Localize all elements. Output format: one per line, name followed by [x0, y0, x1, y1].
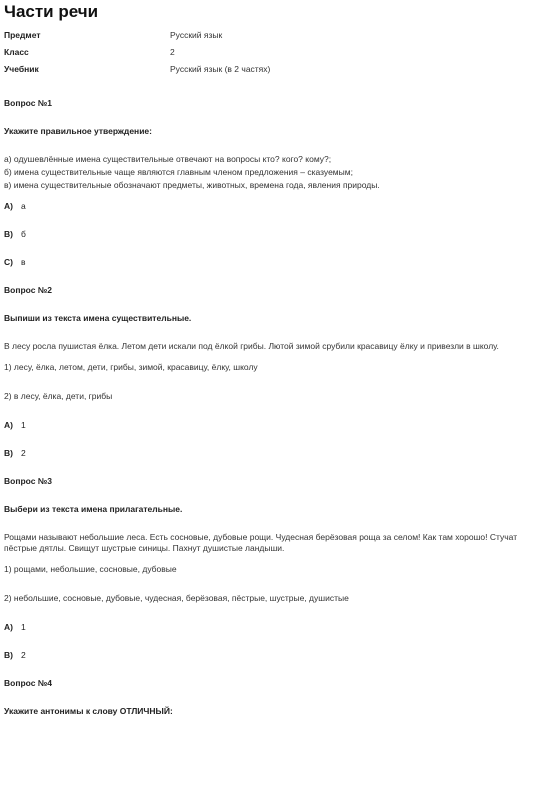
- answer-option[interactable]: [0, 650, 540, 661]
- questions-list: [0, 98, 540, 734]
- numbered-option: 2) небольшие, сосновые, дубовые, чудесная, берёзовая, пёстрые, шустрые, душистые: [4, 593, 349, 603]
- question-block: [0, 678, 540, 717]
- question-prompt: Выпиши из текста имена существительные.: [4, 313, 192, 323]
- numbered-option: 1) лесу, ёлка, летом, дети, грибы, зимой, красавицу, ёлку, школу: [4, 362, 258, 372]
- answer-key: С): [4, 257, 13, 267]
- numbered-option: 1) рощами, небольшие, сосновые, дубовые: [4, 564, 177, 574]
- meta-row-subject: [4, 26, 270, 43]
- answer-option[interactable]: [0, 257, 540, 268]
- question-header: Вопрос №4: [4, 678, 53, 688]
- answer-key: А): [4, 622, 13, 632]
- answer-key: А): [4, 201, 13, 211]
- question-header: Вопрос №1: [4, 98, 53, 108]
- meta-value: 2: [170, 46, 175, 57]
- answer-key: В): [4, 650, 13, 660]
- answer-text: а: [20, 201, 26, 211]
- answer-option[interactable]: [0, 201, 540, 212]
- answer-text: 2: [20, 650, 26, 660]
- answer-key: А): [4, 420, 13, 430]
- answer-text: 2: [20, 448, 26, 458]
- answer-option[interactable]: [0, 448, 540, 459]
- question-text: [0, 532, 540, 554]
- answer-option[interactable]: [0, 622, 540, 633]
- question-block: [0, 476, 540, 661]
- question-text: [0, 341, 540, 352]
- answer-text: 1: [20, 420, 26, 430]
- meta-value: Русский язык (в 2 частях): [170, 63, 271, 74]
- question-header: Вопрос №3: [4, 476, 53, 486]
- meta-key: Учебник: [4, 63, 39, 74]
- question-text-line: а) одушевлённые имена существительные отвечают на вопросы кто? кого? кому?;: [4, 154, 332, 164]
- meta-key: Класс: [4, 46, 29, 57]
- question-text: [0, 154, 540, 191]
- answer-option[interactable]: [0, 420, 540, 431]
- answer-key: В): [4, 448, 13, 458]
- question-prompt: Выбери из текста имена прилагательные.: [4, 504, 183, 514]
- question-text-line: Рощами называют небольшие леса. Есть сосновые, дубовые рощи. Чудесная берёзовая роща за селом! Как там хорошо! Стучат пёстрые дятлы. Свищут шустрые синицы. Пахнут душистые ландыши.: [4, 532, 518, 553]
- page-title: Части речи: [4, 2, 99, 21]
- numbered-option: 2) в лесу, ёлка, дети, грибы: [4, 391, 113, 401]
- question-prompt: Укажите правильное утверждение:: [4, 126, 152, 136]
- question-text-line: В лесу росла пушистая ёлка. Летом дети искали под ёлкой грибы. Лютой зимой срубили красавицу ёлку и привезли в школу.: [4, 341, 499, 351]
- meta-table: [4, 26, 270, 77]
- question-text-line: б) имена существительные чаще являются главным членом предложения – сказуемым;: [4, 167, 353, 177]
- question-text-line: в) имена существительные обозначают предметы, животных, времена года, явления природы.: [4, 180, 380, 190]
- question-prompt: Укажите антонимы к слову ОТЛИЧНЫЙ:: [4, 706, 173, 716]
- question-block: [0, 98, 540, 268]
- meta-row-textbook: [4, 60, 270, 77]
- question-header: Вопрос №2: [4, 285, 53, 295]
- meta-value: Русский язык: [170, 29, 223, 40]
- meta-key: Предмет: [4, 29, 41, 40]
- answer-option[interactable]: [0, 229, 540, 240]
- answer-key: В): [4, 229, 13, 239]
- question-block: [0, 285, 540, 459]
- answer-text: б: [20, 229, 26, 239]
- answer-text: в: [20, 257, 26, 267]
- meta-row-grade: [4, 43, 270, 60]
- answer-text: 1: [20, 622, 26, 632]
